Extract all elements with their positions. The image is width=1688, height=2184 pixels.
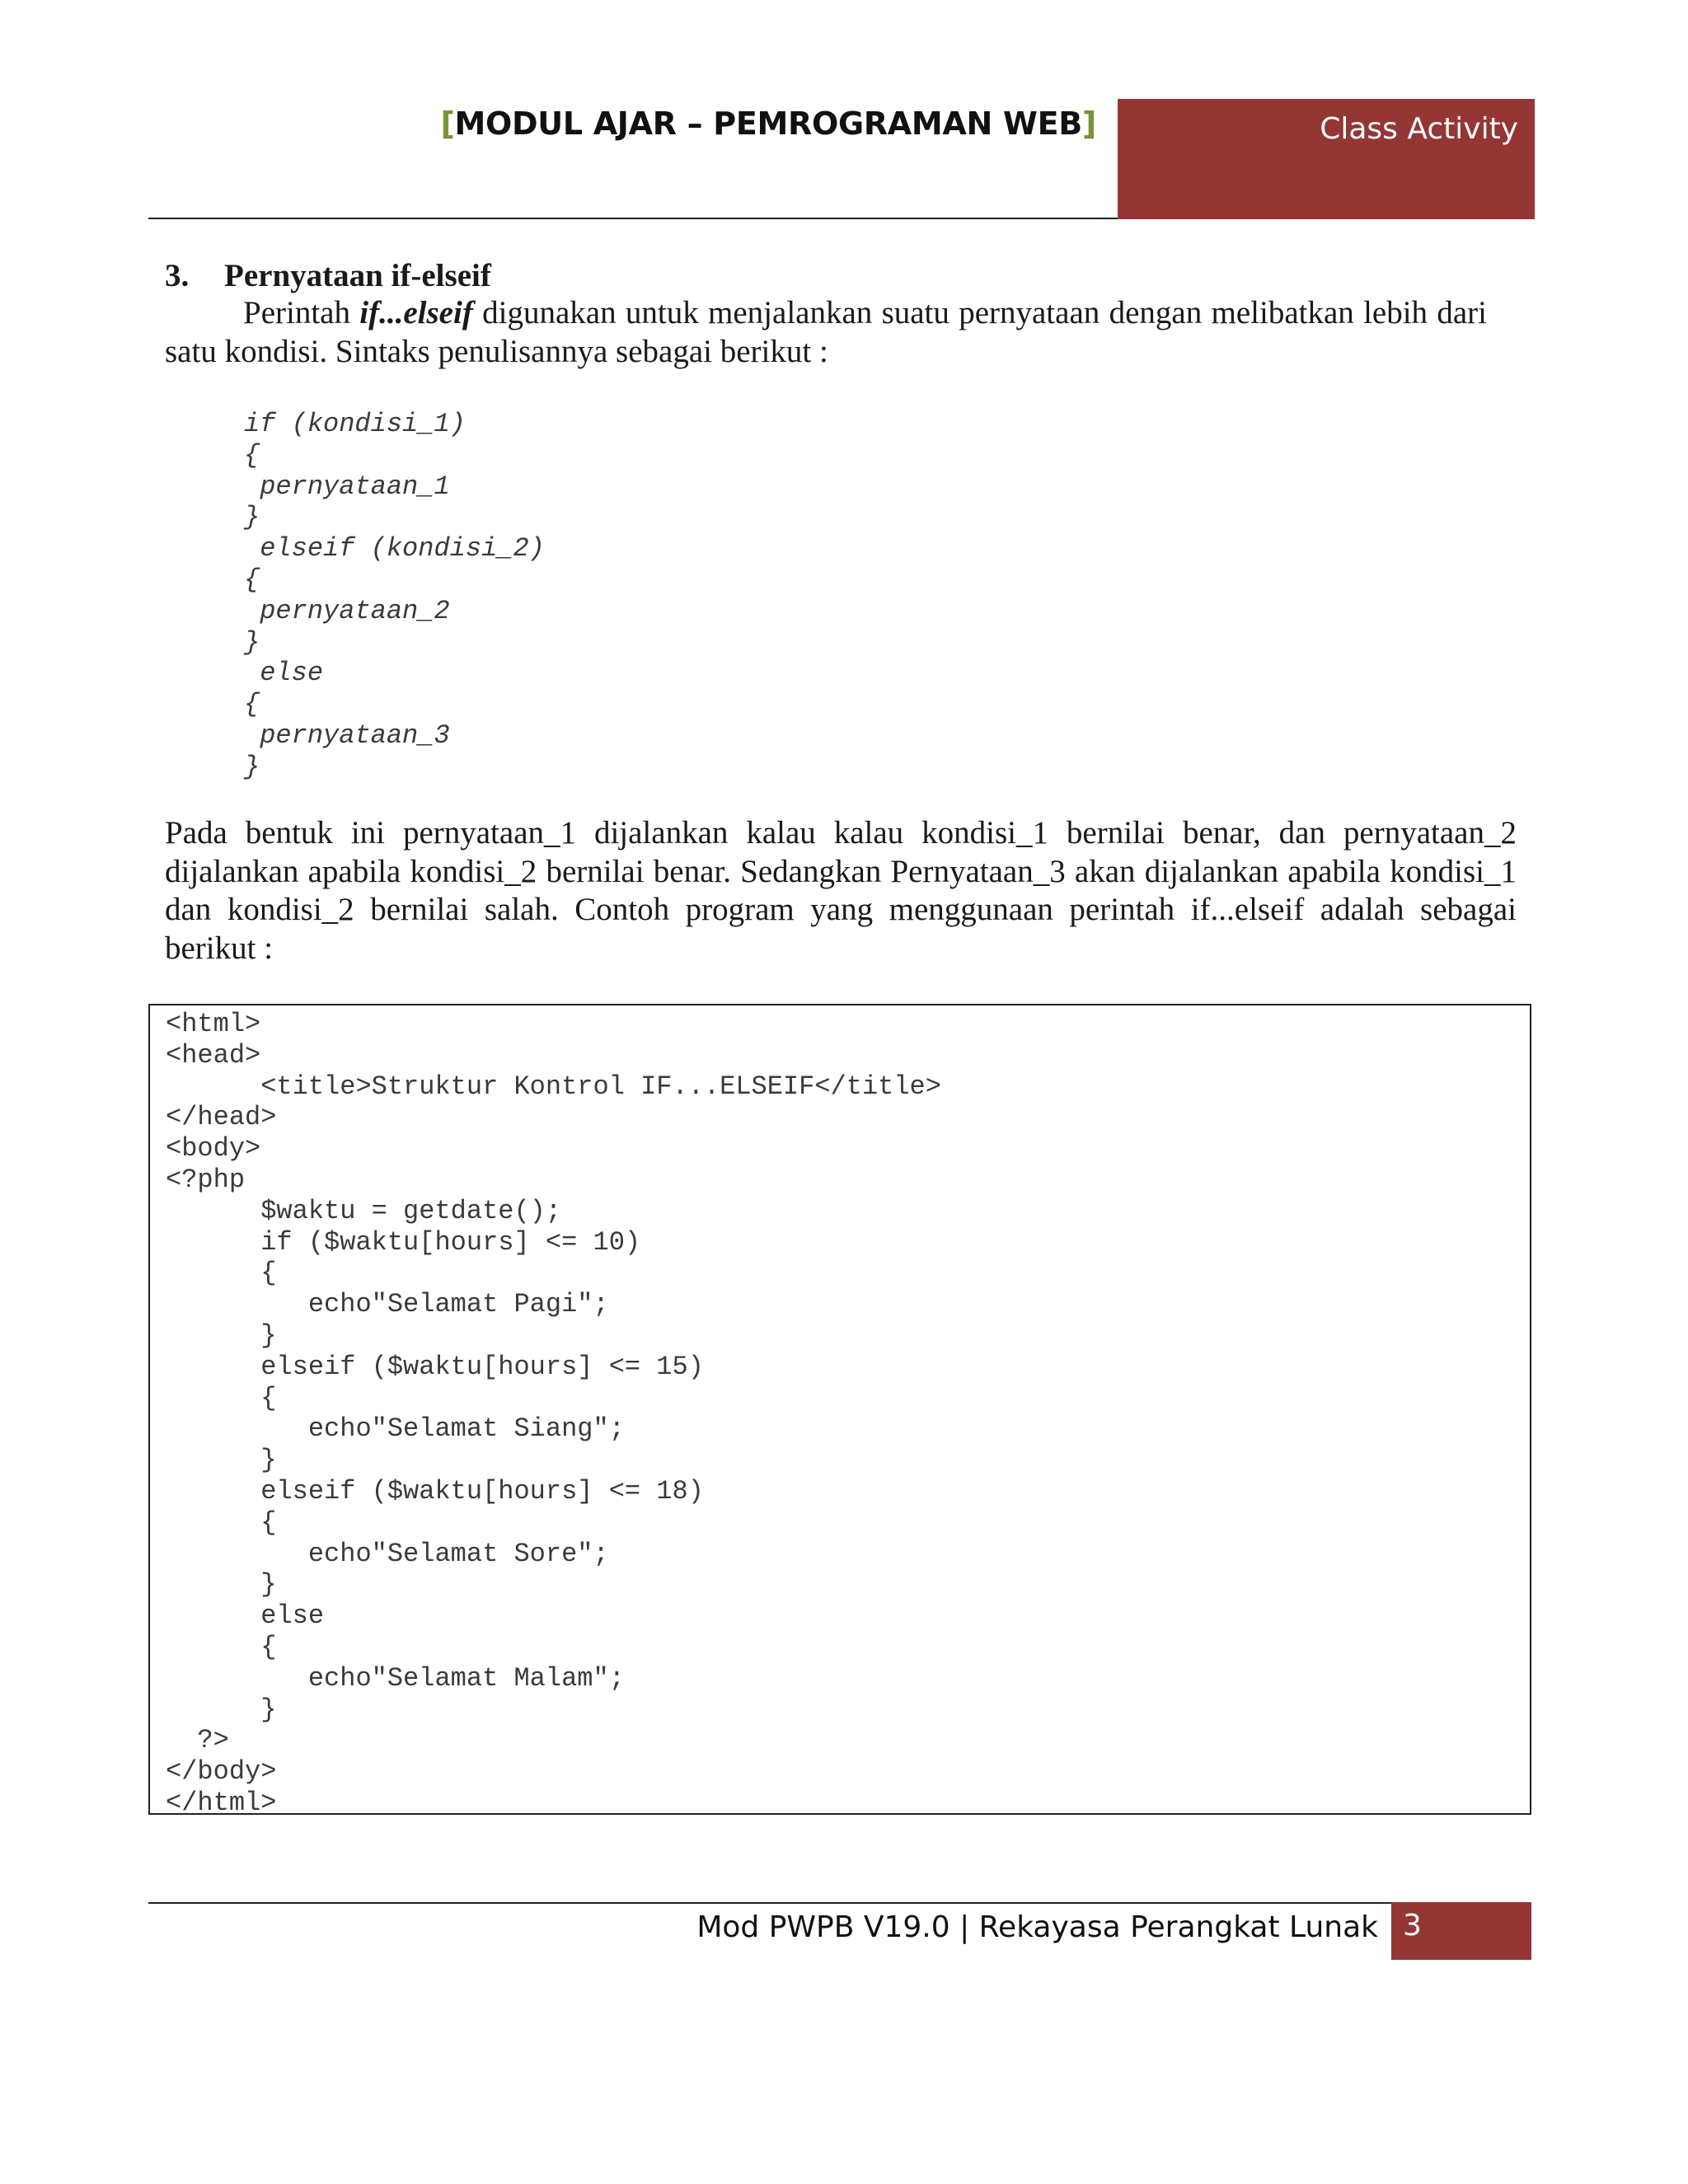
code-line: } [166,1319,277,1351]
syntax-line: { [244,564,260,595]
page-number-box [1391,1902,1531,1960]
header-activity-box [1118,99,1535,219]
syntax-code-block [244,409,545,783]
explanation-paragraph [165,814,1517,968]
syntax-line: { [244,689,260,720]
class-activity-label: Class Activity [1320,112,1518,146]
code-line: { [166,1258,277,1289]
section-heading [165,257,491,294]
header-rule [148,218,1118,219]
code-line: elseif ($waktu[hours] <= 18) [166,1475,704,1507]
code-example-box [148,1004,1531,1818]
code-line: echo"Selamat Pagi"; [166,1289,609,1320]
intro-text-after: digunakan untuk menjalankan suatu pernyataan dengan melibatkan lebih dari satu kondisi. Sintaks penulisannya sebagai berikut : [165,295,1487,369]
syntax-line: if (kondisi_1) [244,409,466,439]
intro-keyword: if...elseif [359,295,473,330]
explanation-text: Pada bentuk ini pernyataan_1 dijalankan kalau kalau kondisi_1 bernilai benar, dan pernyataan_2 dijalankan apabila kondisi_2 bernilai benar. Sedangkan Pernyataan_3 akan dijalankan apabila kondisi_1 dan kondisi_2 bernilai salah. Contoh program yang menggunaan perintah if...elseif adalah sebagai berikut : [165,815,1517,966]
code-line: if ($waktu[hours] <= 10) [166,1226,641,1258]
code-line: } [166,1445,277,1476]
code-line: { [166,1507,277,1538]
code-line: echo"Selamat Siang"; [166,1413,625,1445]
code-line: $waktu = getdate(); [166,1195,562,1226]
section-number: 3. [165,258,190,293]
code-line: </html> [166,1787,277,1818]
syntax-line: } [244,751,260,782]
page-number: 3 [1403,1909,1422,1943]
syntax-line: } [244,626,260,658]
syntax-line: pernyataan_3 [244,719,450,751]
section-title: Pernyataan if-elseif [224,258,491,293]
module-title: MODUL AJAR – PEMROGRAMAN WEB [454,105,1082,142]
code-line: else [166,1601,325,1632]
code-line: </head> [166,1102,277,1133]
code-line: <?php [166,1164,246,1195]
syntax-line: elseif (kondisi_2) [244,533,545,565]
syntax-line: pernyataan_2 [244,595,450,626]
syntax-line: { [244,439,260,471]
header-bracket-close: ] [1081,105,1096,142]
code-line: <html> [166,1009,261,1039]
code-line: } [166,1694,277,1725]
header-bracket-open: [ [440,105,455,142]
footer-rule [148,1902,1391,1904]
code-line: <head> [166,1039,261,1071]
code-line: echo"Selamat Malam"; [166,1662,625,1694]
code-line: </body> [166,1756,277,1788]
syntax-line: } [244,502,260,533]
syntax-line: pernyataan_1 [244,471,450,502]
header-title [148,105,1096,142]
code-line: <body> [166,1133,261,1165]
code-example [166,1009,941,1819]
code-line: ?> [166,1725,229,1756]
syntax-line: else [244,658,324,689]
code-line: <title>Struktur Kontrol IF...ELSEIF</title> [166,1071,941,1102]
intro-paragraph [165,293,1487,371]
footer-text: Mod PWPB V19.0 | Rekayasa Perangkat Lunak [696,1910,1378,1944]
code-line: echo"Selamat Sore"; [166,1538,609,1569]
code-line: } [166,1569,277,1601]
intro-text-before: Perintah [243,295,360,330]
code-line: elseif ($waktu[hours] <= 15) [166,1351,704,1382]
code-line: { [166,1382,277,1413]
code-line: { [166,1631,277,1662]
